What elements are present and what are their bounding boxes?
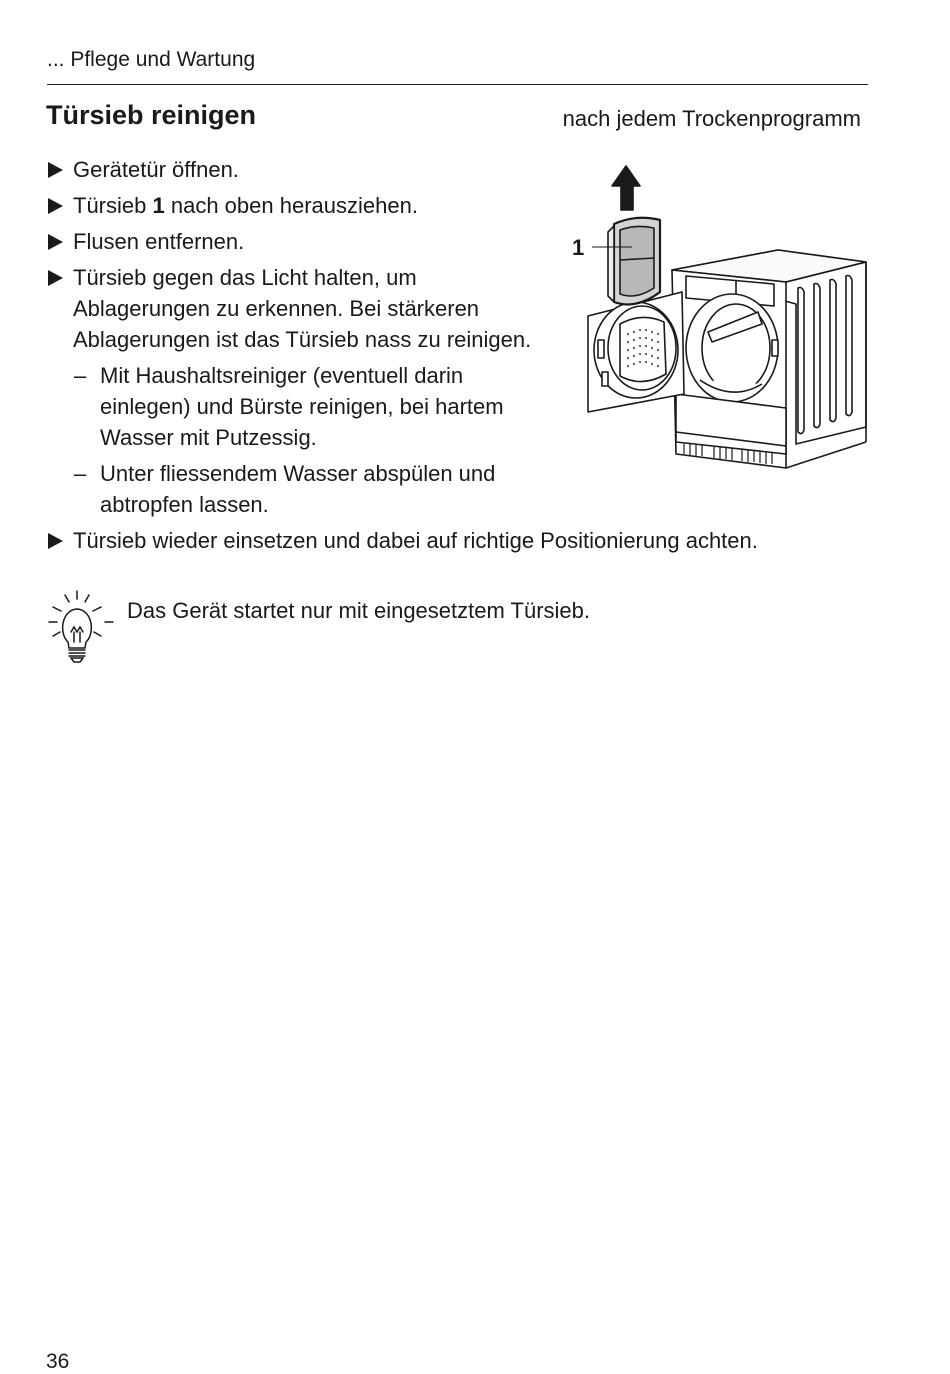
arrow-bullet-icon — [48, 270, 63, 286]
arrow-bullet-icon — [48, 533, 63, 549]
page-number: 36 — [46, 1350, 70, 1373]
step-remove-lint: Flusen entfernen. — [47, 226, 847, 257]
step-hold-to-light: Türsieb gegen das Licht halten, um Ablagerungen zu erkennen. Bei stärkeren Ablagerungen ist das Türsieb nass zu reinigen. — [47, 262, 533, 355]
substep-clean-with-brush: – Mit Haushaltsreiniger (eventuell darin einlegen) und Bürste reinigen, bei hartem Wasser mit Putzessig. — [47, 360, 530, 453]
tip-box — [47, 588, 847, 668]
cleaning-interval: nach jedem Trockenprogramm — [562, 106, 861, 131]
lightbulb-icon — [47, 588, 117, 664]
running-header — [47, 46, 868, 85]
arrow-bullet-icon — [48, 162, 63, 178]
substep-rinse: – Unter fliessendem Wasser abspülen und abtropfen lassen. — [47, 458, 560, 520]
arrow-bullet-icon — [48, 198, 63, 214]
arrow-bullet-icon — [48, 234, 63, 250]
dash-bullet: – — [74, 461, 87, 486]
dash-bullet: – — [74, 363, 87, 388]
callout-1: 1 — [572, 235, 585, 260]
step-reinsert-filter: Türsieb wieder einsetzen und dabei auf richtige Positionierung achten. — [47, 525, 847, 556]
section-title: ... Pflege und Wartung — [47, 48, 256, 71]
dryer-illustration — [566, 162, 868, 474]
step-pull-filter: Türsieb 1 nach oben herausziehen. — [47, 190, 847, 221]
tip-text: Das Gerät startet nur mit eingesetztem Türsieb. — [127, 598, 590, 623]
reference-number: 1 — [152, 193, 165, 218]
step-open-door: Gerätetür öffnen. — [47, 154, 847, 185]
page-title: Türsieb reinigen — [46, 100, 257, 130]
